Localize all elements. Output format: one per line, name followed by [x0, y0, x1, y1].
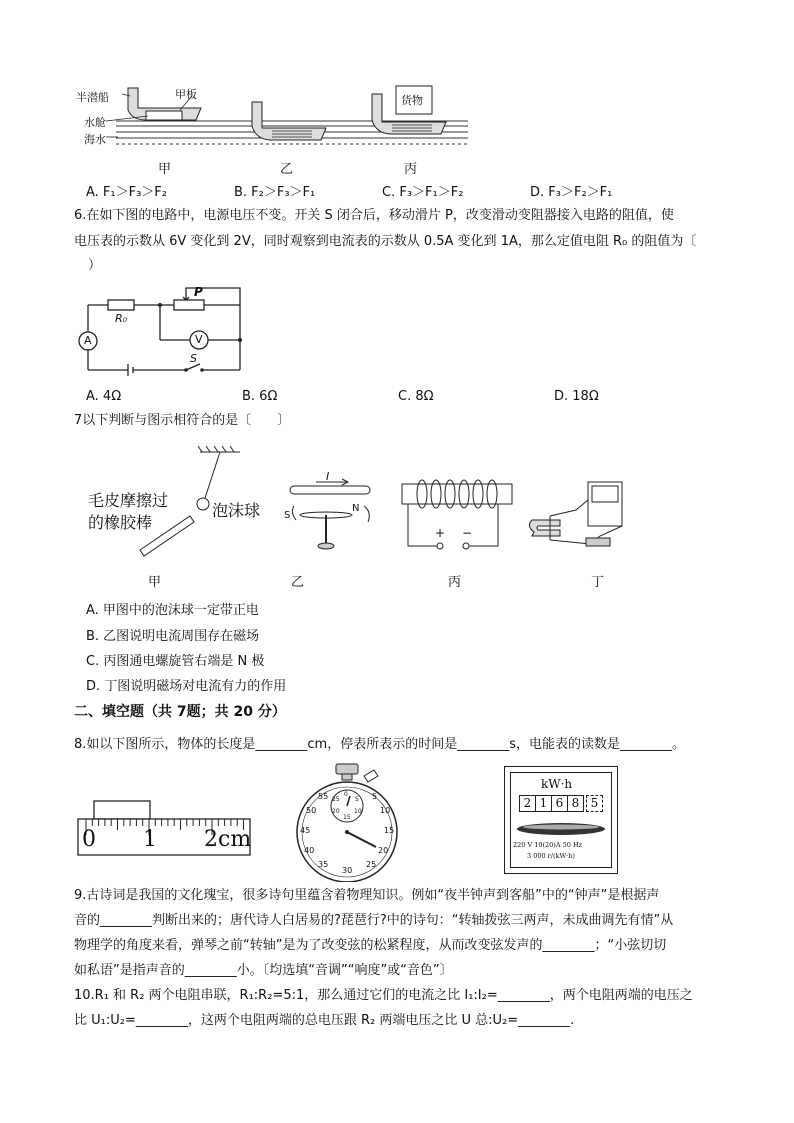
watch-outer-40: 40: [304, 846, 315, 855]
q7-label-current: I: [326, 470, 330, 483]
watch-inner-15: 15: [343, 814, 351, 821]
meter-digit-5: 5: [586, 795, 603, 812]
stopwatch-figure: [292, 762, 402, 882]
q6-stem-line2: 电压表的示数从 6V 变化到 2V，同时观察到电流表的示数从 0.5A 变化到 1A，那么定值电阻 R₀ 的阻值为〔: [74, 234, 697, 249]
q6-option-c: C. 8Ω: [398, 389, 434, 404]
watch-outer-30: 30: [342, 866, 353, 875]
ruler-mark-2: 2cm: [204, 827, 252, 852]
q7-label-rod-line2: 的橡胶棒: [88, 513, 153, 532]
watch-inner-0: 0: [344, 791, 348, 798]
meter-digits: [519, 795, 603, 812]
watch-outer-20: 20: [378, 846, 389, 855]
watch-outer-45: 45: [300, 826, 311, 835]
q7-option-b: B. 乙图说明电流周围存在磁场: [86, 629, 260, 644]
q6-circuit-diagram: [74, 280, 254, 380]
watch-inner-10: 10: [354, 808, 362, 815]
caption-c: 丙: [404, 162, 418, 177]
q7-option-d: D. 丁图说明磁场对电流有力的作用: [86, 679, 287, 694]
q5-option-d: D. F₃＞F₂＞F₁: [530, 185, 613, 200]
q6-label-p: P: [194, 285, 203, 299]
q7-label-minus: −: [462, 526, 473, 540]
q7-label-ball: 泡沫球: [212, 501, 261, 520]
watch-inner-20: 20: [332, 808, 340, 815]
ruler-mark-0: 0: [82, 827, 96, 852]
q7-label-plus: +: [435, 526, 446, 540]
section-title: 二、填空题（共 7题；共 20 分）: [74, 704, 286, 720]
q5-option-a: A. F₁＞F₃＞F₂: [86, 185, 167, 200]
watch-outer-5: 5: [372, 792, 378, 801]
q9-line3: 物理学的角度来看，弹琴之前“转轴”是为了改变弦的松紧程度，从而改变弦发声的________；“小弦切切: [74, 938, 667, 953]
q6-label-r0: R₀: [115, 312, 128, 325]
q7-label-compass-s: S: [284, 510, 291, 521]
q6-option-d: D. 18Ω: [554, 389, 599, 404]
q7-caption-c: 丙: [448, 575, 462, 590]
q5-option-b: B. F₂＞F₃＞F₁: [234, 185, 316, 200]
q5-option-c: C. F₃＞F₁＞F₂: [382, 185, 464, 200]
ammeter-label: A: [84, 334, 92, 347]
label-deck: 甲板: [175, 88, 197, 101]
label-semi-submersible: 半潜船: [76, 91, 109, 104]
q9-line1: 9.古诗词是我国的文化瑰宝，很多诗句里蕴含着物理知识。例如“夜半钟声到客船”中的“钟声”是根据声: [74, 888, 660, 903]
q6-option-a: A. 4Ω: [86, 389, 122, 404]
ruler-mark-1: 1: [143, 827, 157, 852]
q10-line2: 比 U₁:U₂=________，这两个电阻两端的总电压跟 R₂ 两端电压之比 U 总:U₂=________.: [74, 1013, 575, 1028]
meter-digit-4: 8: [568, 795, 584, 812]
label-tank: 水舱: [84, 116, 106, 129]
q7-label-rod-line1: 毛皮摩擦过: [88, 491, 169, 510]
watch-outer-55: 55: [318, 792, 329, 801]
meter-unit: kW·h: [541, 777, 573, 791]
watch-outer-50: 50: [306, 806, 317, 815]
meter-spec-rating: 220 V 10(20)A 50 Hz: [513, 841, 583, 849]
q7-caption-a: 甲: [148, 575, 162, 590]
watch-outer-35: 35: [318, 860, 329, 869]
meter-digit-2: 1: [536, 795, 552, 812]
watch-outer-15: 15: [384, 826, 395, 835]
q8-stem: 8.如以下图所示，物体的长度是________cm，停表所表示的时间是________s，电能表的读数是________。: [74, 737, 685, 752]
q7-stem: 7以下判断与图示相符合的是〔 〕: [74, 413, 291, 428]
q9-line4: 如私语”是指声音的________小。〔均选填“音调”“响度”或“音色”〕: [74, 963, 453, 978]
q6-stem-line3: ）: [88, 258, 102, 273]
caption-a: 甲: [158, 162, 172, 177]
voltmeter-label: V: [195, 333, 203, 346]
watch-outer-10: 10: [380, 806, 391, 815]
label-cargo: 货物: [401, 94, 423, 107]
q7-caption-b: 乙: [291, 575, 305, 590]
meter-digit-1: 2: [519, 795, 536, 812]
q7-caption-d: 丁: [591, 575, 605, 590]
q7-label-compass-n: N: [352, 503, 360, 514]
watch-inner-25: 25: [332, 796, 340, 803]
q7-option-a: A. 甲图中的泡沫球一定带正电: [86, 603, 259, 618]
q9-line2: 音的________判断出来的；唐代诗人白居易的?琵琶行?中的诗句：“转轴拨弦三两声，未成曲调先有情”从: [74, 913, 674, 928]
caption-b: 乙: [280, 162, 294, 177]
ship-figure: [76, 80, 476, 185]
meter-digit-3: 6: [552, 795, 568, 812]
watch-outer-25: 25: [366, 860, 377, 869]
switch-label: S: [190, 352, 197, 365]
q7-figures: [80, 440, 640, 590]
meter-spec-constant: 3 000 r/(kW·h): [527, 852, 575, 860]
q7-option-c: C. 丙图通电螺旋管右端是 N 极: [86, 654, 265, 669]
ruler-figure: [74, 795, 254, 865]
q6-stem-line1: 6.在如下图的电路中，电源电压不变。开关 S 闭合后，移动滑片 P，改变滑动变阻器接入电路的阻值，使: [74, 208, 674, 223]
q10-line1: 10.R₁ 和 R₂ 两个电阻串联，R₁:R₂=5:1，那么通过它们的电流之比 I₁:I₂=________，两个电阻两端的电压之: [74, 988, 693, 1003]
watch-inner-5: 5: [355, 796, 359, 803]
electric-meter-figure: [504, 766, 618, 874]
q6-option-b: B. 6Ω: [242, 389, 278, 404]
label-sea: 海水: [84, 133, 106, 146]
